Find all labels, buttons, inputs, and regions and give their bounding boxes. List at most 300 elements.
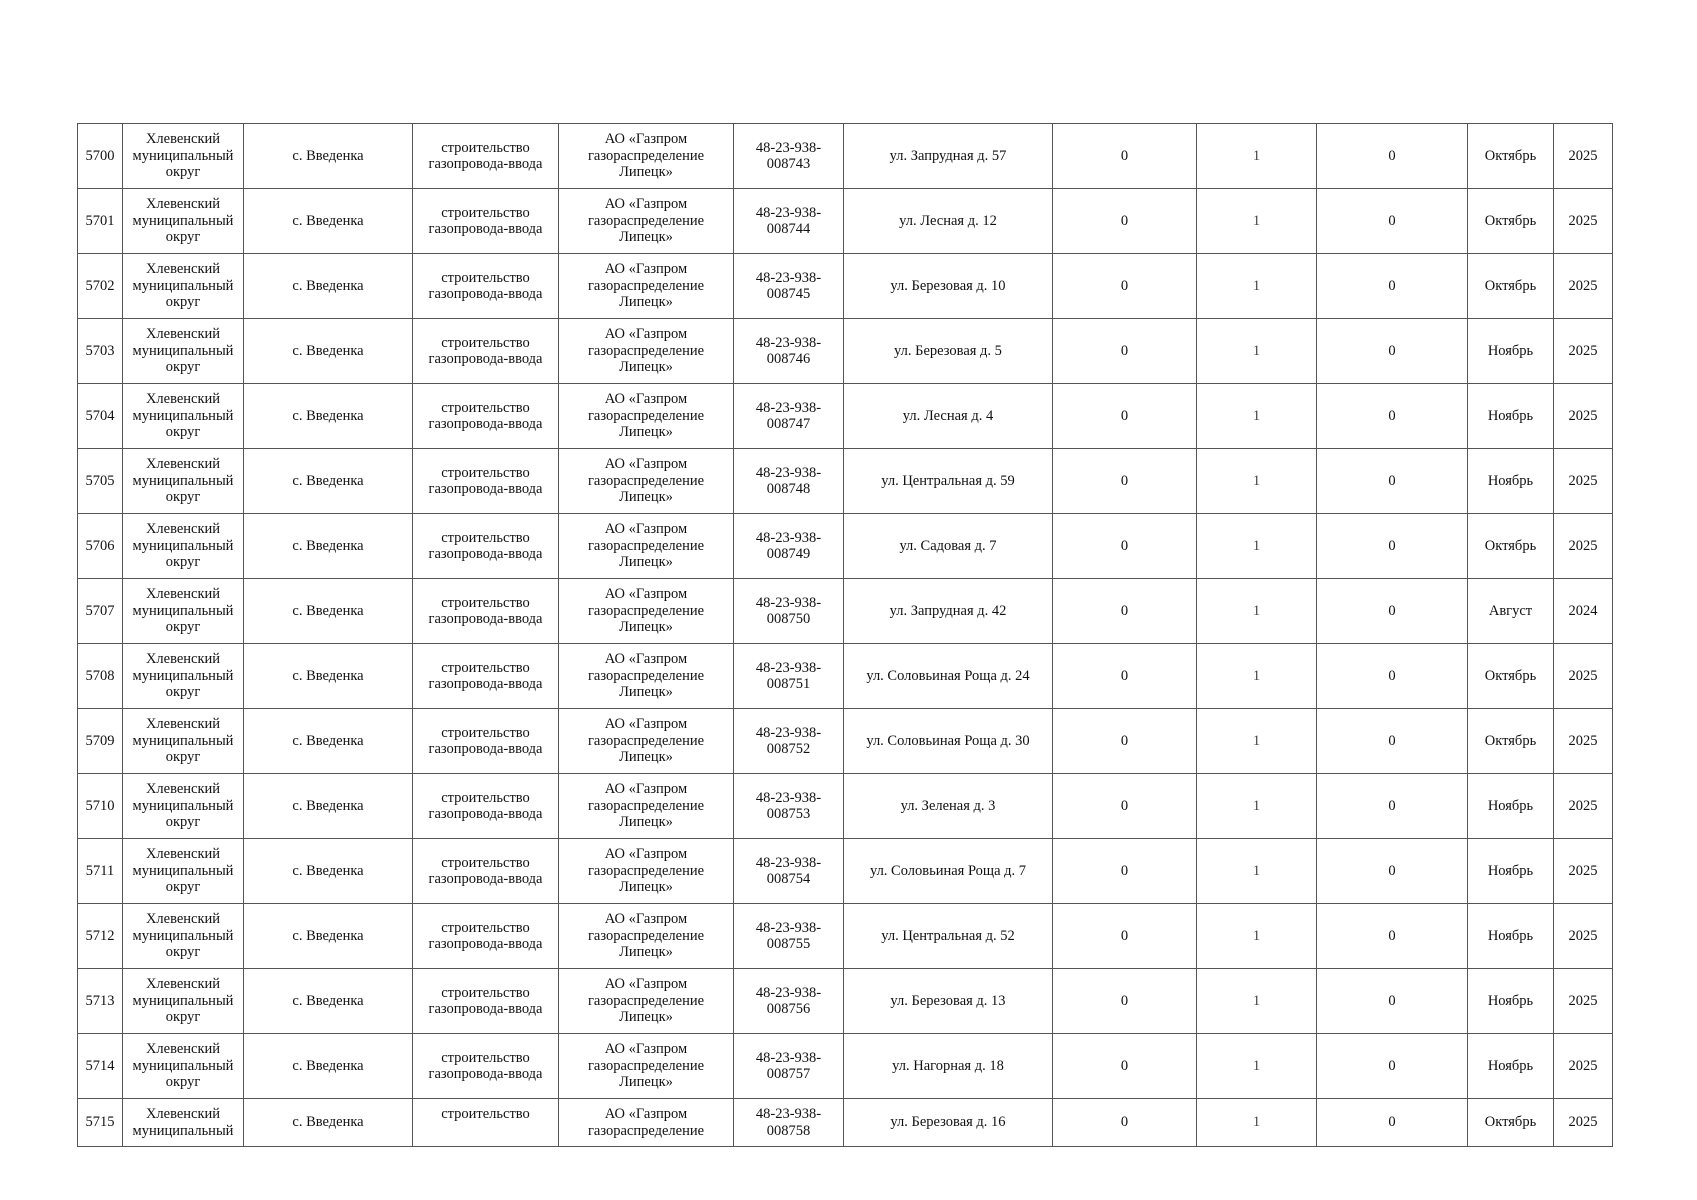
value-c-cell	[1317, 319, 1468, 384]
organization-cell	[559, 449, 734, 514]
district-cell	[123, 254, 244, 319]
value-b-cell	[1197, 709, 1317, 774]
organization-line: Липецк»	[619, 944, 673, 961]
work-type-cell	[413, 189, 559, 254]
month-cell	[1468, 124, 1554, 189]
value-b-cell	[1197, 969, 1317, 1034]
organization-cell	[559, 774, 734, 839]
value-b-cell	[1197, 839, 1317, 904]
organization-line: газораспределение	[587, 407, 705, 424]
address-cell	[844, 904, 1053, 969]
year-text: 2025	[1568, 667, 1598, 684]
organization-line: газораспределение	[587, 1122, 705, 1139]
object-code-line: 008749	[766, 546, 811, 562]
district-line: округ	[165, 424, 201, 441]
year-cell	[1554, 774, 1613, 839]
district-line: Хлевенский	[145, 781, 221, 798]
organization-line: газораспределение	[587, 862, 705, 879]
organization-cell	[559, 124, 734, 189]
object-code-line: 48-23-938-	[755, 919, 822, 936]
value-b-text: 1	[1252, 212, 1261, 229]
row-number-cell	[78, 969, 123, 1034]
value-a-text: 0	[1120, 732, 1129, 749]
object-code-line: 008753	[766, 806, 811, 822]
organization-line: газораспределение	[587, 732, 705, 749]
organization-line: Липецк»	[619, 359, 673, 376]
village-text: с. Введенка	[292, 667, 364, 684]
work-type-cell	[413, 319, 559, 384]
district-cell	[123, 709, 244, 774]
object-code-cell	[734, 1099, 844, 1147]
work-type-line: строительство	[441, 139, 530, 156]
object-code-line: 008746	[766, 351, 811, 367]
row-number-text: 5708	[85, 667, 115, 684]
district-line: муниципальный	[132, 472, 234, 489]
object-code-cell	[734, 969, 844, 1034]
row-number-text: 5711	[85, 862, 115, 879]
month-text: Ноябрь	[1487, 342, 1534, 359]
object-code-line: 48-23-938-	[755, 1049, 822, 1066]
value-c-cell	[1317, 1034, 1468, 1099]
district-line: муниципальный	[132, 992, 234, 1009]
organization-line: АО «Газпром	[604, 456, 688, 473]
organization-line: газораспределение	[587, 147, 705, 164]
district-line: округ	[165, 684, 201, 701]
village-text: с. Введенка	[292, 147, 364, 164]
object-code-line: 48-23-938-	[755, 269, 822, 286]
table-row	[78, 124, 1613, 189]
district-line: муниципальный	[132, 407, 234, 424]
district-line: Хлевенский	[145, 586, 221, 603]
address-text: ул. Нагорная д. 18	[892, 1057, 1004, 1074]
district-cell	[123, 319, 244, 384]
value-c-text: 0	[1388, 732, 1396, 749]
village-cell	[244, 449, 413, 514]
value-a-text: 0	[1120, 1057, 1129, 1074]
work-type-line: строительство	[441, 919, 530, 936]
month-text: Август	[1488, 602, 1533, 619]
value-c-text: 0	[1388, 1114, 1396, 1131]
month-text: Ноябрь	[1487, 862, 1534, 879]
object-code-cell	[734, 514, 844, 579]
organization-line: Липецк»	[619, 489, 673, 506]
work-type-line: газопровода-ввода	[428, 871, 543, 887]
work-type-cell	[413, 1034, 559, 1099]
work-type-cell	[413, 514, 559, 579]
address-text: ул. Запрудная д. 57	[889, 147, 1007, 164]
address-cell	[844, 449, 1053, 514]
district-cell	[123, 189, 244, 254]
object-code-line: 008743	[766, 156, 811, 172]
object-code-cell	[734, 904, 844, 969]
object-code-cell	[734, 644, 844, 709]
work-type-line: газопровода-ввода	[428, 351, 543, 367]
district-cell	[123, 644, 244, 709]
address-cell	[844, 124, 1053, 189]
object-code-line: 008751	[766, 676, 811, 692]
value-b-text: 1	[1252, 537, 1261, 554]
table-row	[78, 449, 1613, 514]
address-text: ул. Лесная д. 4	[902, 407, 994, 424]
row-number-text: 5705	[85, 472, 115, 489]
month-text: Октябрь	[1484, 667, 1537, 684]
organization-line: газораспределение	[587, 537, 705, 554]
month-text: Октябрь	[1484, 732, 1537, 749]
row-number-cell	[78, 1034, 123, 1099]
value-b-text: 1	[1252, 732, 1261, 749]
value-c-text: 0	[1388, 862, 1396, 879]
organization-line: Липецк»	[619, 294, 673, 311]
work-type-line: газопровода-ввода	[428, 221, 543, 237]
district-line: муниципальный	[132, 147, 234, 164]
row-number-text: 5713	[85, 992, 115, 1009]
value-a-text: 0	[1120, 537, 1129, 554]
year-text: 2025	[1568, 862, 1598, 879]
table-row	[78, 839, 1613, 904]
month-cell	[1468, 254, 1554, 319]
organization-line: Липецк»	[619, 554, 673, 571]
month-text: Октябрь	[1484, 147, 1537, 164]
month-cell	[1468, 449, 1554, 514]
value-b-cell	[1197, 124, 1317, 189]
value-a-text: 0	[1120, 472, 1129, 489]
value-c-cell	[1317, 254, 1468, 319]
organization-line: АО «Газпром	[604, 781, 688, 798]
organization-cell	[559, 969, 734, 1034]
object-code-line: 48-23-938-	[755, 854, 822, 871]
row-number-cell	[78, 384, 123, 449]
value-a-text: 0	[1120, 667, 1129, 684]
work-type-line: строительство	[441, 659, 530, 676]
row-number-text: 5707	[85, 602, 115, 619]
work-type-cell	[413, 839, 559, 904]
year-cell	[1554, 384, 1613, 449]
district-line: муниципальный	[132, 667, 234, 684]
organization-line: Липецк»	[619, 1074, 673, 1091]
table-row	[78, 1099, 1613, 1147]
value-b-cell	[1197, 384, 1317, 449]
work-type-line: строительство	[441, 724, 530, 741]
row-number-cell	[78, 839, 123, 904]
address-cell	[844, 189, 1053, 254]
organization-cell	[559, 189, 734, 254]
value-b-text: 1	[1252, 1114, 1261, 1131]
year-cell	[1554, 449, 1613, 514]
value-b-cell	[1197, 579, 1317, 644]
district-line: Хлевенский	[145, 846, 221, 863]
value-c-cell	[1317, 384, 1468, 449]
month-text: Ноябрь	[1487, 797, 1534, 814]
year-cell	[1554, 644, 1613, 709]
value-a-text: 0	[1120, 342, 1129, 359]
table-row	[78, 1034, 1613, 1099]
organization-line: АО «Газпром	[604, 911, 688, 928]
district-line: Хлевенский	[145, 261, 221, 278]
address-cell	[844, 644, 1053, 709]
object-code-cell	[734, 189, 844, 254]
table-row	[78, 904, 1613, 969]
value-a-cell	[1053, 969, 1197, 1034]
organization-line: газораспределение	[587, 927, 705, 944]
district-cell	[123, 904, 244, 969]
value-b-cell	[1197, 774, 1317, 839]
year-text: 2025	[1568, 927, 1598, 944]
month-cell	[1468, 709, 1554, 774]
object-code-cell	[734, 449, 844, 514]
organization-cell	[559, 1034, 734, 1099]
village-cell	[244, 384, 413, 449]
object-code-line: 008744	[766, 221, 811, 237]
month-cell	[1468, 644, 1554, 709]
address-cell	[844, 1034, 1053, 1099]
month-text: Ноябрь	[1487, 992, 1534, 1009]
work-type-cell	[413, 1099, 559, 1147]
village-text: с. Введенка	[292, 472, 364, 489]
organization-line: АО «Газпром	[604, 1041, 688, 1058]
work-type-line: строительство	[441, 594, 530, 611]
village-cell	[244, 644, 413, 709]
year-cell	[1554, 254, 1613, 319]
month-cell	[1468, 839, 1554, 904]
district-line: Хлевенский	[145, 911, 221, 928]
row-number-text: 5709	[85, 732, 115, 749]
value-b-text: 1	[1252, 667, 1261, 684]
object-code-cell	[734, 579, 844, 644]
month-cell	[1468, 189, 1554, 254]
value-a-cell	[1053, 774, 1197, 839]
table-row	[78, 644, 1613, 709]
district-line: муниципальный	[132, 1122, 234, 1139]
address-text: ул. Лесная д. 12	[899, 212, 997, 229]
object-code-cell	[734, 254, 844, 319]
month-cell	[1468, 384, 1554, 449]
object-code-cell	[734, 124, 844, 189]
object-code-line: 008750	[766, 611, 811, 627]
month-cell	[1468, 1099, 1554, 1147]
organization-line: Липецк»	[619, 814, 673, 831]
value-c-text: 0	[1388, 212, 1396, 229]
month-text: Октябрь	[1484, 277, 1537, 294]
organization-cell	[559, 254, 734, 319]
year-text: 2025	[1568, 732, 1598, 749]
year-text: 2025	[1568, 537, 1598, 554]
value-c-cell	[1317, 514, 1468, 579]
value-a-cell	[1053, 1034, 1197, 1099]
value-a-text: 0	[1120, 212, 1129, 229]
value-c-cell	[1317, 124, 1468, 189]
address-cell	[844, 319, 1053, 384]
value-b-cell	[1197, 644, 1317, 709]
district-line: округ	[165, 489, 201, 506]
value-b-text: 1	[1252, 147, 1261, 164]
work-type-line: строительство	[441, 1049, 530, 1066]
village-text: с. Введенка	[292, 1114, 364, 1131]
organization-line: газораспределение	[587, 472, 705, 489]
work-type-line: строительство	[441, 399, 530, 416]
object-code-line: 48-23-938-	[755, 139, 822, 156]
table-row	[78, 969, 1613, 1034]
row-number-text: 5702	[85, 277, 115, 294]
object-code-line: 48-23-938-	[755, 529, 822, 546]
table-row	[78, 514, 1613, 579]
work-type-line: газопровода-ввода	[428, 741, 543, 757]
object-code-cell	[734, 384, 844, 449]
value-c-text: 0	[1388, 537, 1396, 554]
address-text: ул. Соловьиная Роща д. 24	[866, 667, 1030, 684]
month-cell	[1468, 1034, 1554, 1099]
year-text: 2025	[1568, 407, 1598, 424]
row-number-text: 5710	[85, 797, 115, 814]
village-cell	[244, 1034, 413, 1099]
value-c-text: 0	[1388, 277, 1396, 294]
table-row	[78, 709, 1613, 774]
value-c-cell	[1317, 644, 1468, 709]
value-c-cell	[1317, 709, 1468, 774]
table-row	[78, 319, 1613, 384]
value-a-text: 0	[1120, 797, 1129, 814]
organization-line: АО «Газпром	[604, 1106, 688, 1122]
organization-cell	[559, 579, 734, 644]
row-number-text: 5712	[85, 927, 115, 944]
value-b-text: 1	[1252, 602, 1261, 619]
village-cell	[244, 189, 413, 254]
work-type-cell	[413, 904, 559, 969]
organization-cell	[559, 384, 734, 449]
village-text: с. Введенка	[292, 407, 364, 424]
value-c-text: 0	[1388, 602, 1396, 619]
row-number-cell	[78, 449, 123, 514]
value-b-cell	[1197, 1034, 1317, 1099]
month-text: Ноябрь	[1487, 407, 1534, 424]
value-b-text: 1	[1252, 862, 1261, 879]
organization-line: АО «Газпром	[604, 326, 688, 343]
district-line: округ	[165, 879, 201, 896]
district-line: муниципальный	[132, 212, 234, 229]
work-type-line: строительство	[441, 529, 530, 546]
address-text: ул. Березовая д. 13	[890, 992, 1006, 1009]
village-text: с. Введенка	[292, 277, 364, 294]
village-cell	[244, 1099, 413, 1147]
value-a-text: 0	[1120, 927, 1129, 944]
row-number-text: 5704	[85, 407, 115, 424]
address-cell	[844, 774, 1053, 839]
organization-line: АО «Газпром	[604, 651, 688, 668]
value-c-text: 0	[1388, 992, 1396, 1009]
address-cell	[844, 969, 1053, 1034]
district-cell	[123, 969, 244, 1034]
table-row	[78, 189, 1613, 254]
value-c-text: 0	[1388, 927, 1396, 944]
district-line: муниципальный	[132, 602, 234, 619]
organization-line: газораспределение	[587, 277, 705, 294]
year-text: 2025	[1568, 1114, 1598, 1131]
object-code-line: 48-23-938-	[755, 399, 822, 416]
month-cell	[1468, 969, 1554, 1034]
work-type-cell	[413, 774, 559, 839]
work-type-line: строительство	[441, 1106, 530, 1122]
row-number-text: 5714	[85, 1057, 115, 1074]
address-text: ул. Березовая д. 16	[890, 1114, 1006, 1131]
work-type-cell	[413, 384, 559, 449]
village-text: с. Введенка	[292, 992, 364, 1009]
value-b-cell	[1197, 189, 1317, 254]
district-line: округ	[165, 944, 201, 961]
village-text: с. Введенка	[292, 212, 364, 229]
year-cell	[1554, 579, 1613, 644]
value-b-cell	[1197, 254, 1317, 319]
district-line: Хлевенский	[145, 196, 221, 213]
district-line: Хлевенский	[145, 1041, 221, 1058]
work-type-line: строительство	[441, 984, 530, 1001]
organization-line: газораспределение	[587, 212, 705, 229]
district-cell	[123, 774, 244, 839]
district-line: Хлевенский	[145, 456, 221, 473]
value-c-cell	[1317, 969, 1468, 1034]
work-type-line: строительство	[441, 269, 530, 286]
object-code-line: 008747	[766, 416, 811, 432]
value-a-cell	[1053, 514, 1197, 579]
organization-line: АО «Газпром	[604, 391, 688, 408]
value-a-text: 0	[1120, 862, 1129, 879]
work-type-cell	[413, 449, 559, 514]
work-type-line: газопровода-ввода	[428, 1001, 543, 1017]
village-text: с. Введенка	[292, 732, 364, 749]
address-cell	[844, 709, 1053, 774]
organization-line: Липецк»	[619, 684, 673, 701]
district-line: муниципальный	[132, 862, 234, 879]
value-c-cell	[1317, 904, 1468, 969]
organization-line: АО «Газпром	[604, 846, 688, 863]
organization-line: АО «Газпром	[604, 976, 688, 993]
district-line: Хлевенский	[145, 1106, 221, 1122]
organization-line: АО «Газпром	[604, 261, 688, 278]
address-cell	[844, 839, 1053, 904]
table-row	[78, 254, 1613, 319]
village-cell	[244, 124, 413, 189]
row-number-cell	[78, 319, 123, 384]
value-a-cell	[1053, 644, 1197, 709]
work-type-cell	[413, 124, 559, 189]
value-a-cell	[1053, 189, 1197, 254]
table-row	[78, 384, 1613, 449]
value-b-text: 1	[1252, 342, 1261, 359]
value-a-text: 0	[1120, 992, 1129, 1009]
district-line: муниципальный	[132, 1057, 234, 1074]
year-text: 2025	[1568, 212, 1598, 229]
village-cell	[244, 839, 413, 904]
value-a-cell	[1053, 384, 1197, 449]
work-type-cell	[413, 579, 559, 644]
value-a-cell	[1053, 124, 1197, 189]
year-cell	[1554, 1099, 1613, 1147]
row-number-text: 5706	[85, 537, 115, 554]
organization-cell	[559, 709, 734, 774]
month-text: Октябрь	[1484, 1114, 1537, 1131]
organization-cell	[559, 1099, 734, 1147]
organization-cell	[559, 319, 734, 384]
organization-line: газораспределение	[587, 797, 705, 814]
work-type-line: строительство	[441, 464, 530, 481]
work-type-line: строительство	[441, 204, 530, 221]
year-text: 2025	[1568, 992, 1598, 1009]
village-cell	[244, 904, 413, 969]
value-c-text: 0	[1388, 1057, 1396, 1074]
organization-line: Липецк»	[619, 619, 673, 636]
value-a-text: 0	[1120, 277, 1129, 294]
value-b-text: 1	[1252, 277, 1261, 294]
gasification-table	[77, 123, 1613, 1147]
row-number-cell	[78, 644, 123, 709]
